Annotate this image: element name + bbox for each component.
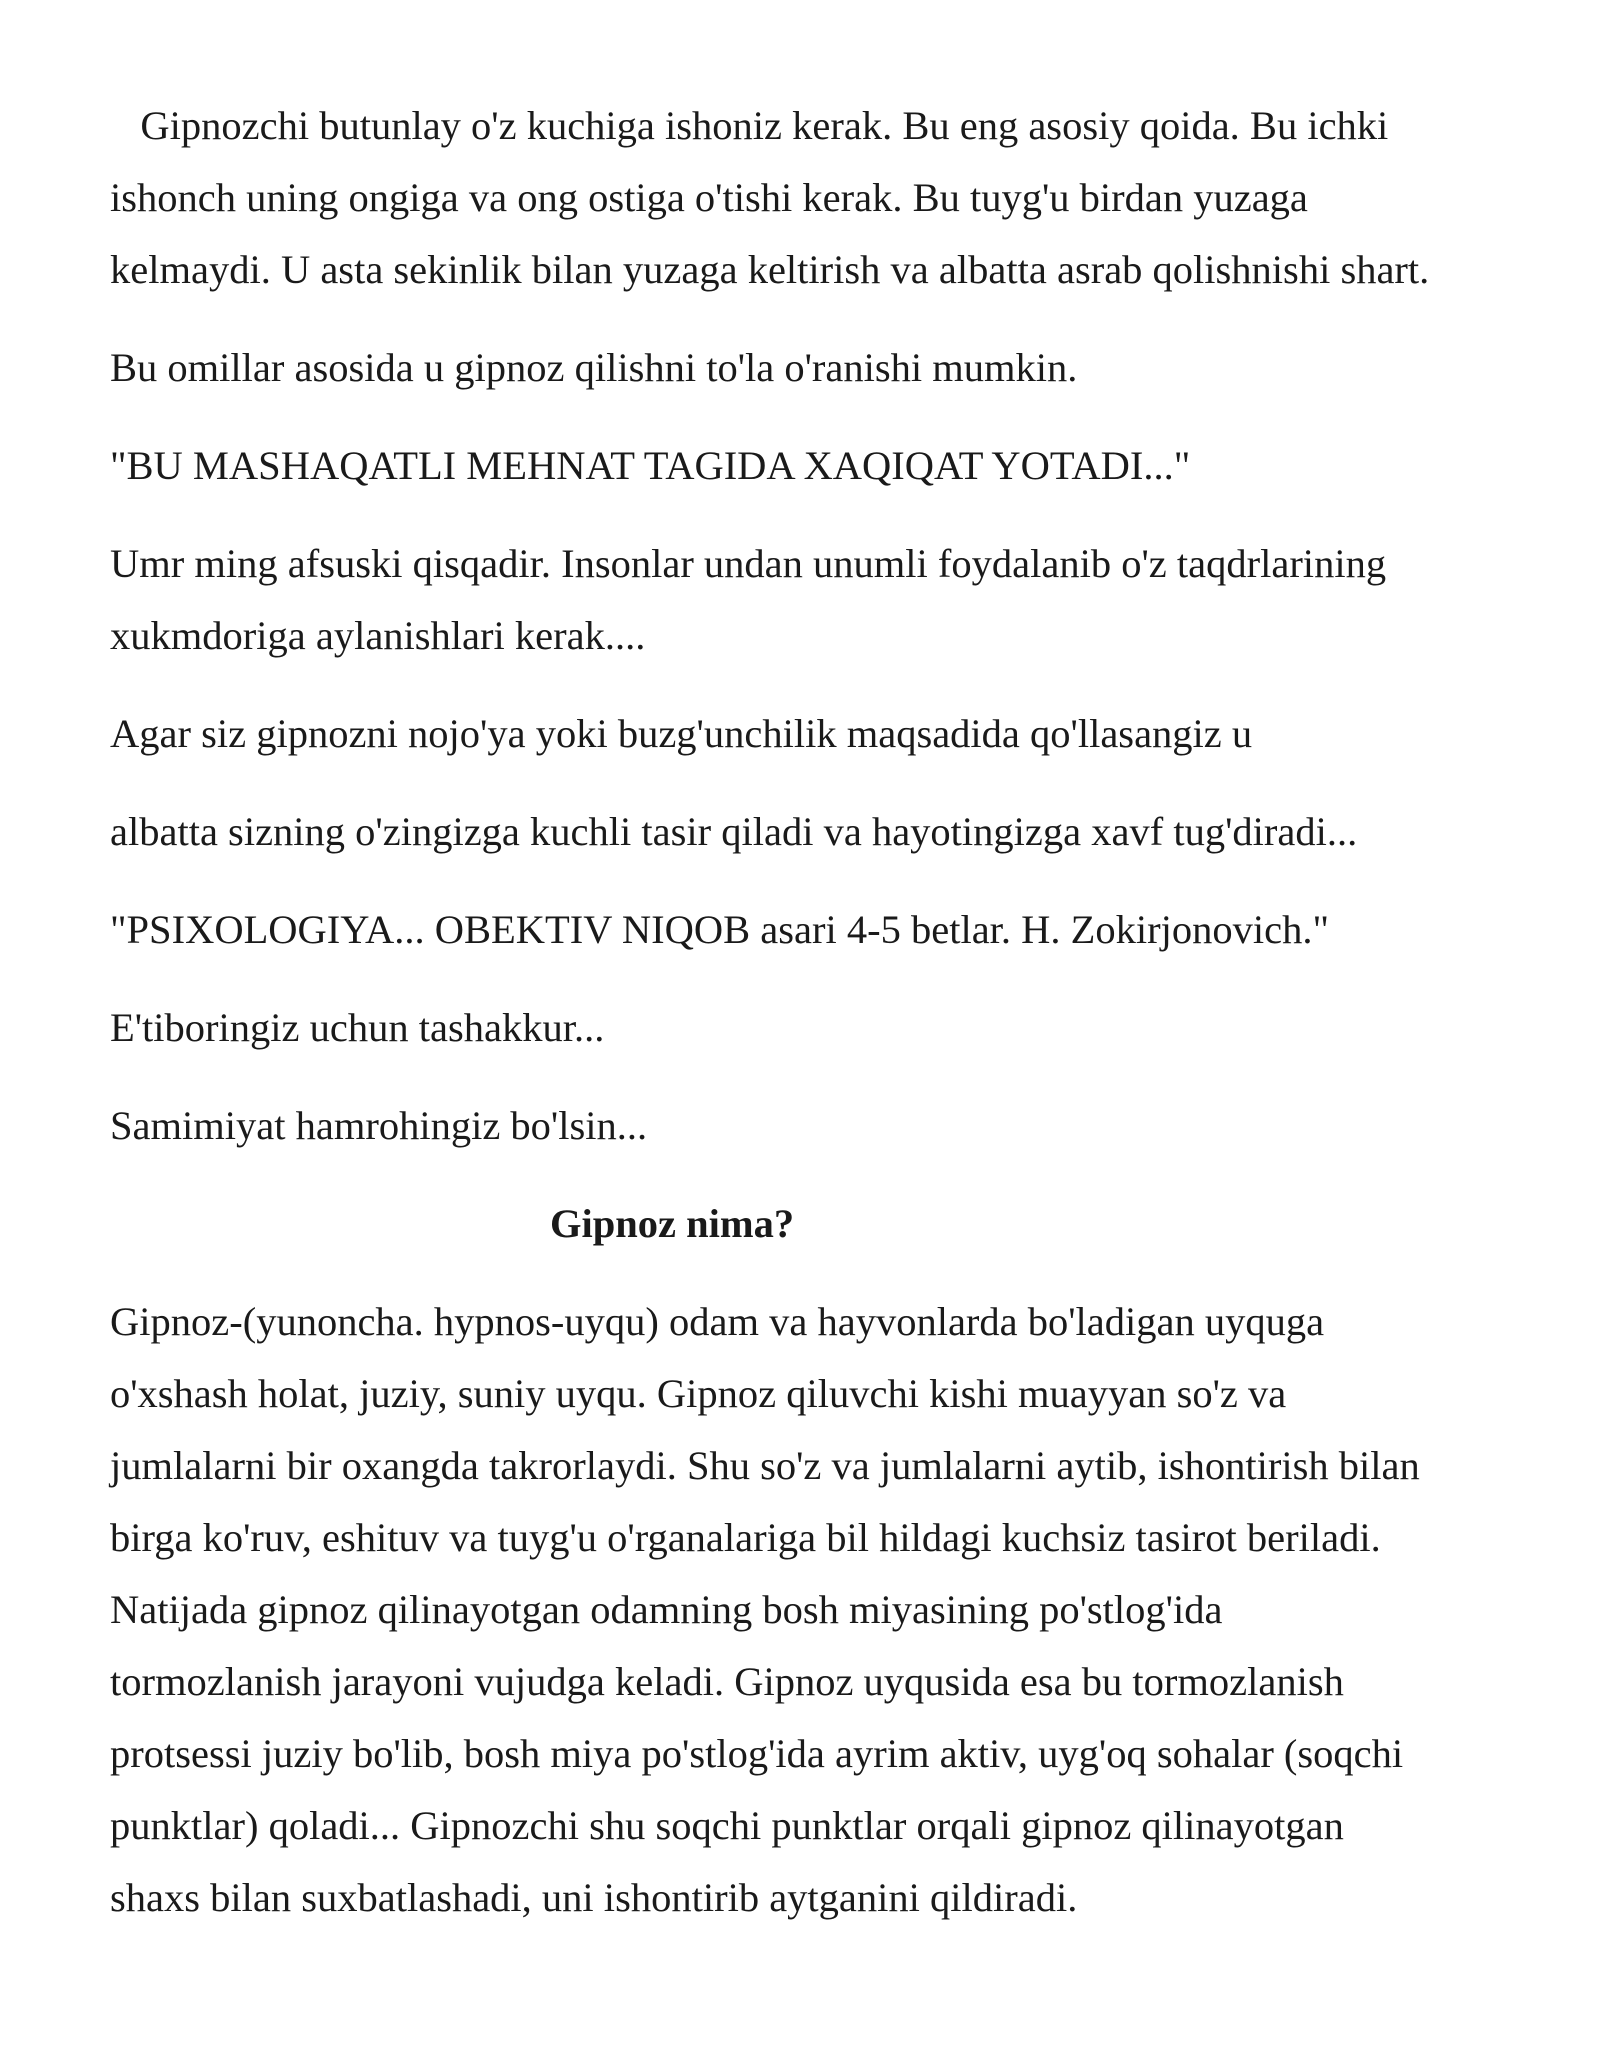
text-line: xukmdoriga aylanishlari kerak.... bbox=[110, 613, 646, 658]
paragraph-definition bbox=[110, 1286, 1510, 1934]
text-line: protsessi juziy bo'lib, bosh miya po'stlog'ida ayrim aktiv, uyg'oq sohalar (soqchi bbox=[110, 1731, 1404, 1776]
text-line: punktlar) qoladi... Gipnozchi shu soqchi punktlar orqali gipnoz qilinayotgan bbox=[110, 1803, 1344, 1848]
paragraph-warning-cont: albatta sizning o'zingizga kuchli tasir qiladi va hayotingizga xavf tug'diradi... bbox=[110, 809, 1358, 854]
paragraph-life bbox=[110, 528, 1510, 672]
text-line: o'xshash holat, juziy, suniy uyqu. Gipnoz qiluvchi kishi muayyan so'z va bbox=[110, 1371, 1287, 1416]
text-line: Umr ming afsuski qisqadir. Insonlar undan unumli foydalanib o'z taqdrlarining bbox=[110, 541, 1387, 586]
paragraph-factors: Bu omillar asosida u gipnoz qilishni to'la o'ranishi mumkin. bbox=[110, 345, 1078, 390]
text-line: ishonch uning ongiga va ong ostiga o'tishi kerak. Bu tuyg'u birdan yuzaga bbox=[110, 175, 1308, 220]
paragraph-thanks: E'tiboringiz uchun tashakkur... bbox=[110, 1005, 605, 1050]
text-line: jumlalarni bir oxangda takrorlaydi. Shu so'z va jumlalarni aytib, ishontirish bilan bbox=[110, 1443, 1420, 1488]
paragraph-source: "PSIXOLOGIYA... OBEKTIV NIQOB asari 4-5 betlar. H. Zokirjonovich." bbox=[110, 907, 1330, 952]
text-line: shaxs bilan suxbatlashadi, uni ishontirib aytganini qildiradi. bbox=[110, 1875, 1078, 1920]
text-line: Natijada gipnoz qilinayotgan odamning bosh miyasining po'stlog'ida bbox=[110, 1587, 1223, 1632]
document-page bbox=[110, 90, 1510, 1934]
paragraph-confidence bbox=[110, 90, 1510, 306]
text-line: birga ko'ruv, eshituv va tuyg'u o'rganalariga bil hildagi kuchsiz tasirot beriladi. bbox=[110, 1515, 1381, 1560]
paragraph-wishes: Samimiyat hamrohingiz bo'lsin... bbox=[110, 1103, 648, 1148]
text-line: Gipnoz-(yunoncha. hypnos-uyqu) odam va hayvonlarda bo'ladigan uyquga bbox=[110, 1299, 1325, 1344]
section-heading: Gipnoz nima? bbox=[550, 1201, 795, 1246]
text-line: Gipnozchi butunlay o'z kuchiga ishoniz kerak. Bu eng asosiy qoida. Bu ichki bbox=[110, 103, 1389, 148]
paragraph-warning: Agar siz gipnozni nojo'ya yoki buzg'unchilik maqsadida qo'llasangiz u bbox=[110, 711, 1253, 756]
paragraph-quote: "BU MASHAQATLI MEHNAT TAGIDA XAQIQAT YOTADI..." bbox=[110, 443, 1191, 488]
text-line: kelmaydi. U asta sekinlik bilan yuzaga keltirish va albatta asrab qolishnishi shart. bbox=[110, 247, 1430, 292]
text-line: tormozlanish jarayoni vujudga keladi. Gipnoz uyqusida esa bu tormozlanish bbox=[110, 1659, 1344, 1704]
